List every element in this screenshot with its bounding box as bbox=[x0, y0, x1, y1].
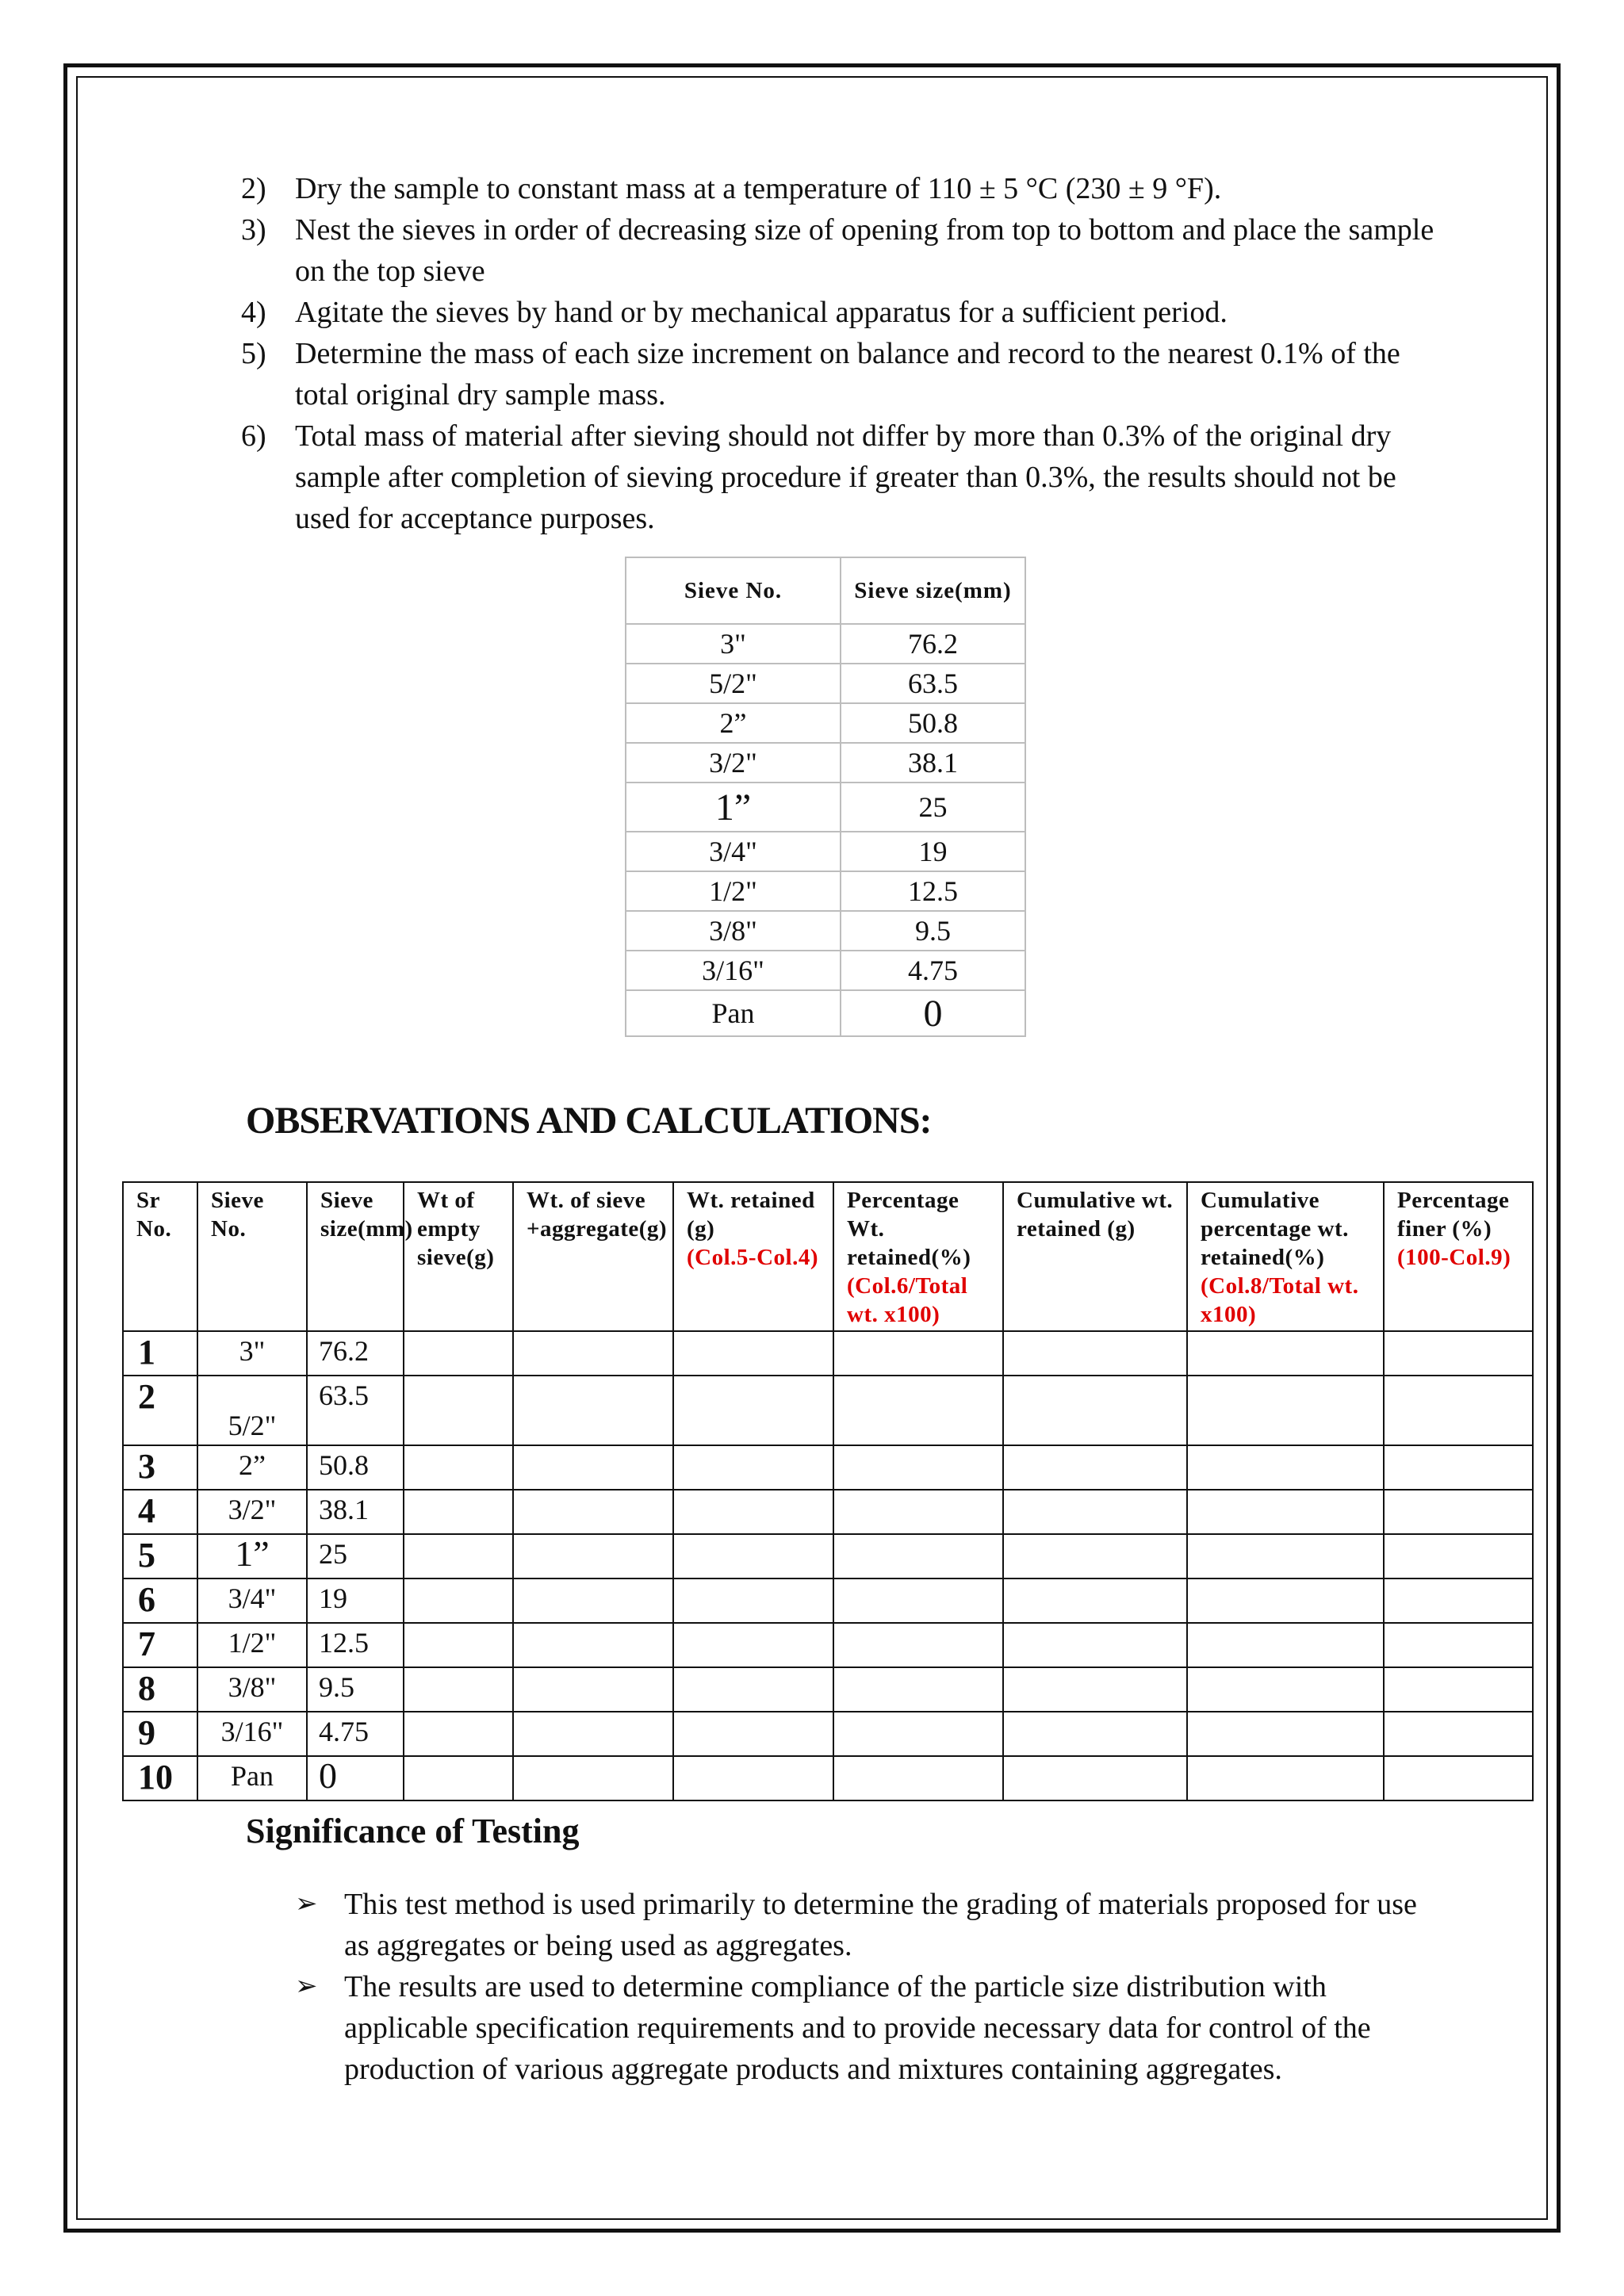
table-row bbox=[123, 1534, 1533, 1578]
step-number: 6) bbox=[241, 419, 266, 453]
table-row bbox=[123, 1578, 1533, 1623]
sr-no-cell: 5 bbox=[123, 1534, 197, 1578]
sieve-size-cell: 4.75 bbox=[841, 951, 1025, 990]
empty-cell bbox=[1187, 1712, 1384, 1756]
empty-cell bbox=[673, 1490, 833, 1534]
sieve-size-cell: 9.5 bbox=[841, 911, 1025, 951]
column-header: Percentage finer (%) (100-Col.9) bbox=[1384, 1182, 1533, 1331]
significance-heading: Significance of Testing bbox=[246, 1812, 580, 1850]
table-row bbox=[123, 1445, 1533, 1490]
table-row bbox=[123, 1756, 1533, 1800]
table-row bbox=[626, 664, 1025, 703]
step-text: Dry the sample to constant mass at a temperature of 110 ± 5 °C (230 ± 9 °F). bbox=[295, 172, 1222, 205]
empty-cell bbox=[673, 1623, 833, 1667]
empty-cell bbox=[1384, 1445, 1533, 1490]
empty-cell bbox=[513, 1331, 673, 1376]
sr-no-cell: 8 bbox=[123, 1667, 197, 1712]
table-row bbox=[626, 624, 1025, 664]
empty-cell bbox=[513, 1578, 673, 1623]
empty-cell bbox=[1003, 1490, 1187, 1534]
empty-cell bbox=[833, 1376, 1003, 1445]
empty-cell bbox=[404, 1490, 513, 1534]
sieve-size-cell: 38.1 bbox=[307, 1490, 404, 1534]
sr-no-cell: 3 bbox=[123, 1445, 197, 1490]
table-row bbox=[626, 743, 1025, 783]
column-header-sieve-no: Sieve No. bbox=[626, 557, 841, 624]
empty-cell bbox=[833, 1331, 1003, 1376]
empty-cell bbox=[404, 1331, 513, 1376]
sieve-no-cell: 3/4" bbox=[626, 832, 841, 871]
empty-cell bbox=[513, 1445, 673, 1490]
table-row bbox=[626, 951, 1025, 990]
sieve-no-cell: Pan bbox=[197, 1756, 307, 1800]
table-row bbox=[626, 783, 1025, 832]
column-header: Wt. retained (g) (Col.5-Col.4) bbox=[673, 1182, 833, 1331]
table-row bbox=[626, 832, 1025, 871]
empty-cell bbox=[513, 1534, 673, 1578]
bullet-text: The results are used to determine compliance of the particle size distribution with applicable specification requirements and to provide necessary data for control of the production of various aggregate products and mixtures containing aggregates. bbox=[344, 1970, 1371, 2086]
empty-cell bbox=[513, 1376, 673, 1445]
empty-cell bbox=[1384, 1490, 1533, 1534]
empty-cell bbox=[833, 1445, 1003, 1490]
sr-no-cell: 9 bbox=[123, 1712, 197, 1756]
procedure-step bbox=[241, 333, 1446, 415]
sieve-no-cell: 5/2" bbox=[626, 664, 841, 703]
formula-note: (Col.6/Total wt. x100) bbox=[847, 1273, 968, 1327]
sieve-no-cell: 3/4" bbox=[197, 1578, 307, 1623]
empty-cell bbox=[833, 1756, 1003, 1800]
step-number: 3) bbox=[241, 213, 266, 247]
empty-cell bbox=[833, 1712, 1003, 1756]
empty-cell bbox=[1003, 1623, 1187, 1667]
sr-no-cell: 1 bbox=[123, 1331, 197, 1376]
sieve-no-cell: 3" bbox=[197, 1331, 307, 1376]
sr-no-cell: 6 bbox=[123, 1578, 197, 1623]
column-header: Percentage Wt. retained(%) (Col.6/Total wt. x100) bbox=[833, 1182, 1003, 1331]
sieve-no-cell: 2” bbox=[197, 1445, 307, 1490]
sieve-no-cell: 1” bbox=[626, 783, 841, 832]
empty-cell bbox=[1384, 1578, 1533, 1623]
sieve-size-cell: 76.2 bbox=[841, 624, 1025, 664]
sieve-no-cell: 3/16" bbox=[626, 951, 841, 990]
empty-cell bbox=[1003, 1667, 1187, 1712]
empty-cell bbox=[1384, 1331, 1533, 1376]
sieve-size-cell: 0 bbox=[841, 990, 1025, 1036]
arrowhead-bullet-icon: ➢ bbox=[295, 1972, 318, 2001]
table-row bbox=[123, 1376, 1533, 1445]
empty-cell bbox=[833, 1623, 1003, 1667]
empty-cell bbox=[1003, 1756, 1187, 1800]
table-row bbox=[123, 1331, 1533, 1376]
table-row bbox=[626, 990, 1025, 1036]
empty-cell bbox=[404, 1445, 513, 1490]
table-row bbox=[123, 1712, 1533, 1756]
sieve-no-cell: 3/8" bbox=[197, 1667, 307, 1712]
empty-cell bbox=[833, 1490, 1003, 1534]
sieve-no-cell: 2” bbox=[626, 703, 841, 743]
empty-cell bbox=[1187, 1667, 1384, 1712]
empty-cell bbox=[1187, 1623, 1384, 1667]
empty-cell bbox=[513, 1623, 673, 1667]
sieve-no-cell: 3/8" bbox=[626, 911, 841, 951]
empty-cell bbox=[404, 1623, 513, 1667]
sieve-size-cell: 19 bbox=[307, 1578, 404, 1623]
bullet-text: This test method is used primarily to determine the grading of materials proposed for use as aggregates or being used as aggregates. bbox=[344, 1888, 1417, 1962]
list-item bbox=[295, 1966, 1437, 2090]
sieve-size-table bbox=[625, 557, 1026, 1037]
empty-cell bbox=[1384, 1756, 1533, 1800]
sieve-size-cell: 38.1 bbox=[841, 743, 1025, 783]
empty-cell bbox=[1003, 1376, 1187, 1445]
empty-cell bbox=[513, 1756, 673, 1800]
sieve-size-cell: 50.8 bbox=[307, 1445, 404, 1490]
observations-table bbox=[122, 1181, 1534, 1801]
procedure-step bbox=[241, 415, 1446, 539]
table-row bbox=[123, 1667, 1533, 1712]
empty-cell bbox=[1187, 1376, 1384, 1445]
sieve-size-cell: 0 bbox=[307, 1756, 404, 1800]
sieve-size-cell: 12.5 bbox=[307, 1623, 404, 1667]
step-number: 4) bbox=[241, 296, 266, 329]
step-text: Determine the mass of each size increment on balance and record to the nearest 0.1% of the total original dry sample mass. bbox=[295, 337, 1400, 411]
sr-no-cell: 7 bbox=[123, 1623, 197, 1667]
empty-cell bbox=[673, 1756, 833, 1800]
empty-cell bbox=[513, 1667, 673, 1712]
sieve-no-cell: 3" bbox=[626, 624, 841, 664]
column-header-sieve-size: Sieve size(mm) bbox=[841, 557, 1025, 624]
sieve-size-cell: 50.8 bbox=[841, 703, 1025, 743]
empty-cell bbox=[673, 1534, 833, 1578]
step-text: Total mass of material after sieving should not differ by more than 0.3% of the original dry sample after completion of sieving procedure if greater than 0.3%, the results should not be used for acceptance purposes. bbox=[295, 419, 1396, 535]
table-row bbox=[626, 703, 1025, 743]
formula-note: (Col.8/Total wt. x100) bbox=[1201, 1273, 1359, 1327]
step-text: Nest the sieves in order of decreasing size of opening from top to bottom and place the sample on the top sieve bbox=[295, 213, 1434, 288]
empty-cell bbox=[1384, 1376, 1533, 1445]
empty-cell bbox=[404, 1756, 513, 1800]
formula-note: (100-Col.9) bbox=[1397, 1245, 1511, 1270]
empty-cell bbox=[673, 1331, 833, 1376]
empty-cell bbox=[673, 1376, 833, 1445]
sieve-no-cell: 3/16" bbox=[197, 1712, 307, 1756]
empty-cell bbox=[1187, 1534, 1384, 1578]
empty-cell bbox=[673, 1445, 833, 1490]
empty-cell bbox=[833, 1578, 1003, 1623]
significance-list bbox=[295, 1884, 1437, 2090]
sieve-size-cell: 25 bbox=[841, 783, 1025, 832]
empty-cell bbox=[1003, 1578, 1187, 1623]
table-row bbox=[626, 871, 1025, 911]
table-header-row bbox=[123, 1182, 1533, 1331]
column-header: Sr No. bbox=[123, 1182, 197, 1331]
sieve-size-cell: 12.5 bbox=[841, 871, 1025, 911]
column-header: Wt of empty sieve(g) bbox=[404, 1182, 513, 1331]
sieve-size-cell: 25 bbox=[307, 1534, 404, 1578]
sieve-no-cell: 1/2" bbox=[197, 1623, 307, 1667]
sieve-no-cell: 3/2" bbox=[626, 743, 841, 783]
sieve-no-cell: 1/2" bbox=[626, 871, 841, 911]
table-row bbox=[123, 1490, 1533, 1534]
sr-no-cell: 2 bbox=[123, 1376, 197, 1445]
empty-cell bbox=[1384, 1623, 1533, 1667]
empty-cell bbox=[1187, 1445, 1384, 1490]
empty-cell bbox=[1384, 1534, 1533, 1578]
empty-cell bbox=[404, 1534, 513, 1578]
empty-cell bbox=[1187, 1578, 1384, 1623]
empty-cell bbox=[404, 1712, 513, 1756]
sieve-no-cell: 3/2" bbox=[197, 1490, 307, 1534]
sieve-no-cell: 1” bbox=[197, 1534, 307, 1578]
empty-cell bbox=[513, 1490, 673, 1534]
empty-cell bbox=[673, 1667, 833, 1712]
sieve-size-cell: 63.5 bbox=[307, 1376, 404, 1445]
empty-cell bbox=[673, 1712, 833, 1756]
list-item bbox=[295, 1884, 1437, 1966]
procedure-steps bbox=[241, 168, 1446, 539]
sieve-size-cell: 19 bbox=[841, 832, 1025, 871]
empty-cell bbox=[1384, 1667, 1533, 1712]
empty-cell bbox=[404, 1376, 513, 1445]
observations-heading: OBSERVATIONS AND CALCULATIONS: bbox=[246, 1100, 932, 1142]
table-row bbox=[123, 1623, 1533, 1667]
table-header-row bbox=[626, 557, 1025, 624]
empty-cell bbox=[833, 1667, 1003, 1712]
sieve-size-cell: 4.75 bbox=[307, 1712, 404, 1756]
step-number: 2) bbox=[241, 172, 266, 205]
arrowhead-bullet-icon: ➢ bbox=[295, 1889, 318, 1919]
sieve-no-cell: Pan bbox=[626, 990, 841, 1036]
empty-cell bbox=[833, 1534, 1003, 1578]
sieve-size-cell: 63.5 bbox=[841, 664, 1025, 703]
step-number: 5) bbox=[241, 337, 266, 370]
sieve-no-cell: 5/2" bbox=[197, 1376, 307, 1445]
empty-cell bbox=[513, 1712, 673, 1756]
empty-cell bbox=[1003, 1331, 1187, 1376]
table-row bbox=[626, 911, 1025, 951]
empty-cell bbox=[1187, 1756, 1384, 1800]
empty-cell bbox=[1187, 1490, 1384, 1534]
empty-cell bbox=[1003, 1534, 1187, 1578]
procedure-step bbox=[241, 168, 1446, 209]
step-text: Agitate the sieves by hand or by mechanical apparatus for a sufficient period. bbox=[295, 296, 1228, 329]
empty-cell bbox=[673, 1578, 833, 1623]
sieve-size-cell: 76.2 bbox=[307, 1331, 404, 1376]
empty-cell bbox=[404, 1578, 513, 1623]
column-header: Sieve No. bbox=[197, 1182, 307, 1331]
empty-cell bbox=[1003, 1712, 1187, 1756]
formula-note: (Col.5-Col.4) bbox=[687, 1245, 818, 1270]
empty-cell bbox=[1003, 1445, 1187, 1490]
column-header: Wt. of sieve +aggregate(g) bbox=[513, 1182, 673, 1331]
procedure-step bbox=[241, 292, 1446, 333]
column-header: Cumulative percentage wt. retained(%) (Col.8/Total wt. x100) bbox=[1187, 1182, 1384, 1331]
column-header: Cumulative wt. retained (g) bbox=[1003, 1182, 1187, 1331]
column-header: Sieve size(mm) bbox=[307, 1182, 404, 1331]
sieve-size-cell: 9.5 bbox=[307, 1667, 404, 1712]
sr-no-cell: 10 bbox=[123, 1756, 197, 1800]
empty-cell bbox=[404, 1667, 513, 1712]
empty-cell bbox=[1384, 1712, 1533, 1756]
sr-no-cell: 4 bbox=[123, 1490, 197, 1534]
empty-cell bbox=[1187, 1331, 1384, 1376]
procedure-step bbox=[241, 209, 1446, 292]
